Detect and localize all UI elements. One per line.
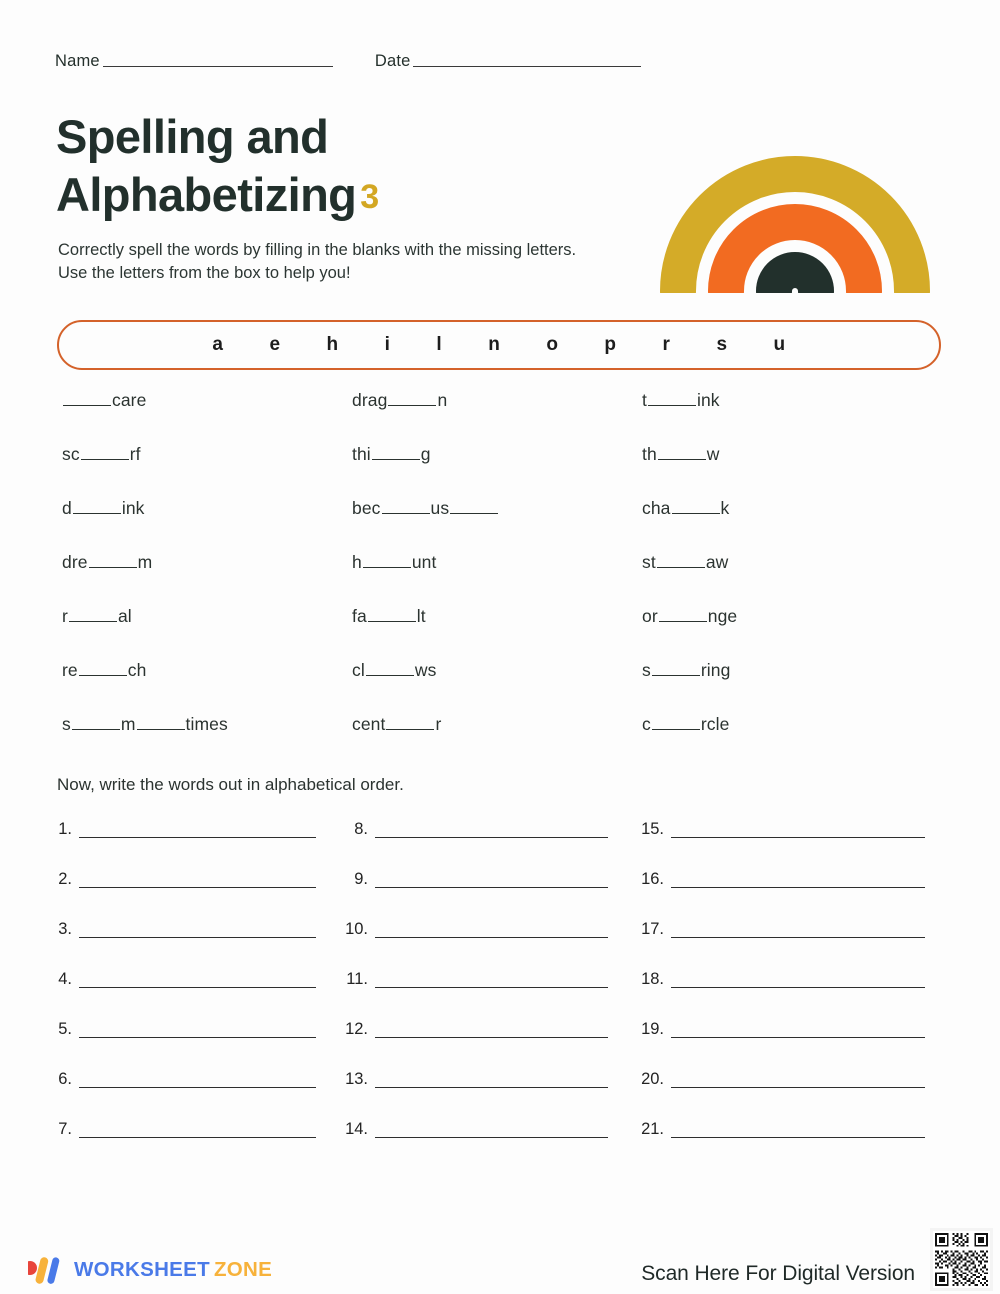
word-fill-item[interactable] bbox=[57, 660, 347, 714]
answer-line-number: 14. bbox=[345, 1120, 368, 1138]
answer-write-line[interactable] bbox=[79, 1120, 316, 1138]
page-title bbox=[56, 108, 636, 225]
missing-letter-blank[interactable] bbox=[382, 498, 430, 514]
word-column-1 bbox=[57, 390, 347, 768]
logo-text-zone: ZONE bbox=[213, 1258, 273, 1281]
letter-bank-letter: n bbox=[488, 334, 501, 355]
answer-line-row bbox=[630, 820, 947, 870]
answer-line-row bbox=[338, 1070, 630, 1120]
missing-letter-blank[interactable] bbox=[69, 606, 117, 622]
name-input-line[interactable] bbox=[103, 65, 333, 67]
word-fill-item[interactable] bbox=[637, 660, 937, 714]
word-fragment: times bbox=[185, 714, 228, 734]
letter-bank-letter: r bbox=[662, 334, 671, 355]
word-fill-item[interactable] bbox=[637, 444, 937, 498]
answer-write-line[interactable] bbox=[375, 1120, 608, 1138]
answer-line-row bbox=[338, 1020, 630, 1070]
answer-write-line[interactable] bbox=[375, 870, 608, 888]
word-fragment: m bbox=[120, 714, 136, 734]
word-fragment: al bbox=[117, 606, 132, 626]
answer-line-row bbox=[42, 1020, 338, 1070]
word-fragment: d bbox=[62, 498, 72, 518]
missing-letter-blank[interactable] bbox=[72, 714, 120, 730]
word-fill-item[interactable] bbox=[347, 444, 637, 498]
answer-line-row bbox=[630, 1020, 947, 1070]
answer-line-row bbox=[630, 870, 947, 920]
letter-bank-letter: o bbox=[546, 334, 559, 355]
letter-bank-letter: a bbox=[212, 334, 224, 355]
answer-line-number: 20. bbox=[641, 1070, 664, 1088]
answer-write-line[interactable] bbox=[671, 1070, 925, 1088]
word-fragment: unt bbox=[411, 552, 437, 572]
missing-letter-blank[interactable] bbox=[73, 498, 121, 514]
answer-write-line[interactable] bbox=[375, 920, 608, 938]
missing-letter-blank[interactable] bbox=[648, 390, 696, 406]
word-fragment: rf bbox=[129, 444, 141, 464]
word-fragment: cent bbox=[352, 714, 386, 734]
answer-line-number: 7. bbox=[58, 1120, 72, 1138]
word-fill-item[interactable] bbox=[57, 444, 347, 498]
word-fill-item[interactable] bbox=[347, 390, 637, 444]
logo-wordmark bbox=[74, 1258, 272, 1282]
letter-bank-letter: e bbox=[269, 334, 281, 355]
letter-bank-letter: p bbox=[604, 334, 617, 355]
answer-write-line[interactable] bbox=[671, 970, 925, 988]
answer-line-row bbox=[42, 1120, 338, 1170]
letter-bank-letters bbox=[212, 334, 785, 356]
missing-letter-blank[interactable] bbox=[63, 390, 111, 406]
answer-write-line[interactable] bbox=[375, 970, 608, 988]
missing-letter-blank[interactable] bbox=[372, 444, 420, 460]
word-column-3 bbox=[637, 390, 937, 768]
word-fill-item[interactable] bbox=[347, 714, 637, 768]
word-fragment: bec bbox=[352, 498, 381, 518]
word-fill-item[interactable] bbox=[637, 714, 937, 768]
missing-letter-blank[interactable] bbox=[658, 444, 706, 460]
answer-line-number: 11. bbox=[346, 970, 368, 988]
answer-line-row bbox=[338, 920, 630, 970]
alphabetical-instruction: Now, write the words out in alphabetical order. bbox=[57, 775, 404, 794]
answer-write-line[interactable] bbox=[671, 820, 925, 838]
missing-letter-blank[interactable] bbox=[137, 714, 185, 730]
answer-line-number: 5. bbox=[58, 1020, 72, 1038]
answer-line-row bbox=[42, 820, 338, 870]
word-fragment: t bbox=[642, 390, 647, 410]
word-fill-item[interactable] bbox=[637, 498, 937, 552]
word-fill-item[interactable] bbox=[637, 606, 937, 660]
answer-write-line[interactable] bbox=[79, 870, 316, 888]
word-fragment: cha bbox=[642, 498, 671, 518]
word-fill-item[interactable] bbox=[57, 390, 347, 444]
missing-letter-blank[interactable] bbox=[79, 660, 127, 676]
word-fragment: c bbox=[642, 714, 651, 734]
missing-letter-blank[interactable] bbox=[386, 714, 434, 730]
answer-line-number: 8. bbox=[354, 820, 368, 838]
word-fragment: k bbox=[720, 498, 730, 518]
answer-line-number: 4. bbox=[58, 970, 72, 988]
word-fragment: nge bbox=[707, 606, 738, 626]
answer-line-row bbox=[338, 970, 630, 1020]
answer-line-row bbox=[42, 920, 338, 970]
word-fragment: r bbox=[435, 714, 442, 734]
missing-letter-blank[interactable] bbox=[388, 390, 436, 406]
answer-line-number: 18. bbox=[641, 970, 664, 988]
worksheet-number: 3 bbox=[360, 178, 379, 217]
word-fragment: n bbox=[437, 390, 448, 410]
answer-write-line[interactable] bbox=[671, 920, 925, 938]
scan-here-text: Scan Here For Digital Version bbox=[641, 1262, 915, 1285]
word-fill-item[interactable] bbox=[347, 498, 637, 552]
missing-letter-blank[interactable] bbox=[652, 660, 700, 676]
rainbow-icon bbox=[660, 133, 930, 293]
title-block bbox=[56, 108, 636, 285]
answer-line-row bbox=[338, 870, 630, 920]
word-fragment: rcle bbox=[700, 714, 730, 734]
missing-letter-blank[interactable] bbox=[81, 444, 129, 460]
missing-letter-blank[interactable] bbox=[368, 606, 416, 622]
word-fragment: re bbox=[62, 660, 78, 680]
answer-line-row bbox=[42, 870, 338, 920]
missing-letter-blank[interactable] bbox=[672, 498, 720, 514]
date-label: Date bbox=[374, 52, 411, 70]
answer-write-line[interactable] bbox=[79, 820, 316, 838]
answer-line-number: 15. bbox=[641, 820, 664, 838]
answer-line-row bbox=[630, 1120, 947, 1170]
answer-write-line[interactable] bbox=[375, 1020, 608, 1038]
word-fragment: thi bbox=[352, 444, 371, 464]
title-line-1: Spelling and bbox=[56, 110, 329, 163]
answer-line-row bbox=[630, 1070, 947, 1120]
answer-line-row bbox=[42, 970, 338, 1020]
answer-line-number: 6. bbox=[58, 1070, 72, 1088]
name-label: Name bbox=[55, 52, 100, 70]
answer-line-number: 12. bbox=[345, 1020, 368, 1038]
word-column-2 bbox=[347, 390, 637, 768]
answer-line-number: 21. bbox=[641, 1120, 664, 1138]
answer-line-number: 19. bbox=[641, 1020, 664, 1038]
answer-write-line[interactable] bbox=[79, 1070, 316, 1088]
answer-line-row bbox=[630, 970, 947, 1020]
word-fragment: s bbox=[642, 660, 651, 680]
missing-letter-blank[interactable] bbox=[659, 606, 707, 622]
answer-line-number: 17. bbox=[641, 920, 664, 938]
word-fragment: lt bbox=[416, 606, 426, 626]
logo-text-worksheet: WORKSHEET bbox=[74, 1258, 210, 1281]
answer-write-line[interactable] bbox=[375, 820, 608, 838]
word-fragment: st bbox=[642, 552, 656, 572]
word-fragment: w bbox=[706, 444, 720, 464]
word-fragment: ink bbox=[121, 498, 145, 518]
word-fill-item[interactable] bbox=[347, 552, 637, 606]
letter-bank-letter: l bbox=[436, 334, 443, 355]
word-fragment: h bbox=[352, 552, 362, 572]
word-fill-item[interactable] bbox=[57, 714, 347, 768]
letter-bank-box bbox=[57, 320, 941, 370]
word-fill-item[interactable] bbox=[57, 606, 347, 660]
word-fragment: us bbox=[430, 498, 450, 518]
answer-write-line[interactable] bbox=[671, 1020, 925, 1038]
word-fill-item[interactable] bbox=[347, 606, 637, 660]
word-fragment: aw bbox=[705, 552, 729, 572]
word-fragment: g bbox=[420, 444, 431, 464]
word-fragment: drag bbox=[352, 390, 388, 410]
missing-letter-blank[interactable] bbox=[652, 714, 700, 730]
answer-column-1 bbox=[42, 820, 338, 1170]
word-fill-item[interactable] bbox=[637, 552, 937, 606]
word-fragment: r bbox=[62, 606, 68, 626]
missing-letter-blank[interactable] bbox=[363, 552, 411, 568]
answer-column-3 bbox=[630, 820, 947, 1170]
answer-write-line[interactable] bbox=[671, 1120, 925, 1138]
answer-line-number: 16. bbox=[641, 870, 664, 888]
missing-letter-blank[interactable] bbox=[366, 660, 414, 676]
answer-line-number: 1. bbox=[58, 820, 72, 838]
word-fragment: ch bbox=[127, 660, 147, 680]
word-fill-grid bbox=[57, 390, 947, 768]
answer-line-number: 3. bbox=[58, 920, 72, 938]
name-date-row bbox=[55, 52, 675, 71]
word-fill-item[interactable] bbox=[347, 660, 637, 714]
missing-letter-blank[interactable] bbox=[657, 552, 705, 568]
answer-write-line[interactable] bbox=[671, 870, 925, 888]
answer-write-line[interactable] bbox=[79, 1020, 316, 1038]
logo-mark-icon bbox=[28, 1255, 68, 1285]
worksheet-zone-logo[interactable] bbox=[28, 1253, 272, 1287]
letter-bank-letter: s bbox=[716, 334, 728, 355]
letter-bank-letter: h bbox=[326, 334, 339, 355]
word-fragment: care bbox=[112, 390, 147, 410]
missing-letter-blank[interactable] bbox=[450, 498, 498, 514]
instructions-text: Correctly spell the words by filling in the blanks with the missing letters. Use the letters from the box to help you! bbox=[58, 240, 577, 282]
letter-bank-letter: i bbox=[384, 334, 391, 355]
answer-line-row bbox=[42, 1070, 338, 1120]
word-fragment: ws bbox=[414, 660, 437, 680]
word-fragment: or bbox=[642, 606, 658, 626]
word-fragment: sc bbox=[62, 444, 80, 464]
answer-write-line[interactable] bbox=[79, 920, 316, 938]
word-fill-item[interactable] bbox=[637, 390, 937, 444]
word-fragment: dre bbox=[62, 552, 88, 572]
answer-column-2 bbox=[338, 820, 630, 1170]
date-input-line[interactable] bbox=[413, 65, 641, 67]
title-line-2: Alphabetizing bbox=[56, 168, 357, 222]
answer-line-row bbox=[630, 920, 947, 970]
answer-line-row bbox=[338, 1120, 630, 1170]
word-fragment: fa bbox=[352, 606, 367, 626]
word-fragment: cl bbox=[352, 660, 365, 680]
answer-line-number: 9. bbox=[354, 870, 368, 888]
answer-line-number: 13. bbox=[345, 1070, 368, 1088]
word-fragment: ring bbox=[700, 660, 731, 680]
qr-code[interactable] bbox=[930, 1228, 993, 1291]
word-fragment: th bbox=[642, 444, 657, 464]
word-fill-item[interactable] bbox=[57, 498, 347, 552]
answer-line-number: 10. bbox=[345, 920, 368, 938]
letter-bank-letter: u bbox=[773, 334, 786, 355]
word-fragment: ink bbox=[696, 390, 720, 410]
word-fragment: s bbox=[62, 714, 71, 734]
word-fill-item[interactable] bbox=[57, 552, 347, 606]
word-fragment: m bbox=[137, 552, 153, 572]
answer-line-number: 2. bbox=[58, 870, 72, 888]
answer-line-row bbox=[338, 820, 630, 870]
answer-write-line[interactable] bbox=[79, 970, 316, 988]
missing-letter-blank[interactable] bbox=[89, 552, 137, 568]
answer-lines-grid bbox=[42, 820, 947, 1170]
answer-write-line[interactable] bbox=[375, 1070, 608, 1088]
